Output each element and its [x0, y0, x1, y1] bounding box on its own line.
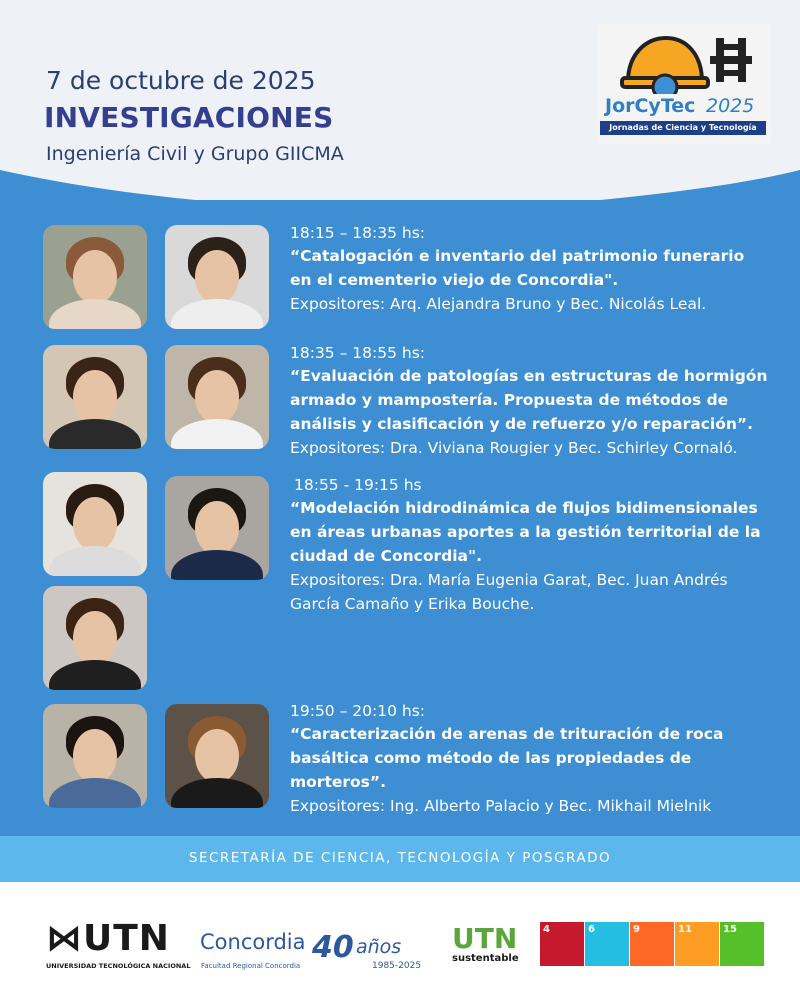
sdg-11-icon: 11 — [675, 922, 719, 966]
talk-title-line: análisis y clasificación y de refuerzo y/o reparación”. — [290, 415, 754, 433]
utn-emblem-icon — [710, 38, 752, 82]
speaker-photo-maria-eugenia-garat — [43, 472, 147, 576]
sdg-9-icon: 9 — [630, 922, 674, 966]
page-title: INVESTIGACIONES — [44, 101, 334, 134]
logo-name: JorCyTec — [605, 95, 696, 117]
talk-item — [290, 342, 790, 460]
speaker-photo-alberto-palacio — [43, 704, 147, 808]
speaker-photo-mikhail-mielnik — [165, 704, 269, 808]
talk-title-line: “Catalogación e inventario del patrimonio funerario — [290, 247, 745, 265]
utn-sustentable-logo: UTN — [452, 922, 518, 955]
utn-logo — [46, 918, 170, 959]
sdg-6-icon: 6 — [585, 922, 629, 966]
talk-title-line: en áreas urbanas aportes a la gestión territorial de la — [290, 523, 761, 541]
speaker-photo-nicolas-leal — [165, 225, 269, 329]
utn-full-name: UNIVERSIDAD TECNOLÓGICA NACIONAL — [46, 962, 191, 970]
talk-time: 18:35 – 18:55 hs: — [290, 344, 425, 362]
talk-title-line: ciudad de Concordia". — [290, 547, 482, 565]
talk-time: 19:50 – 20:10 hs: — [290, 702, 425, 720]
hard-hat-icon — [598, 24, 770, 94]
talk-item — [290, 222, 790, 316]
speaker-photo-viviana-rougier — [43, 345, 147, 449]
talk-title-line: “Evaluación de patologías en estructuras de hormigón — [290, 367, 768, 385]
speaker-photo-erika-bouche — [43, 586, 147, 690]
anniversary-range: 1985-2025 — [372, 961, 422, 971]
talk-time: 18:55 - 19:15 hs — [294, 476, 422, 494]
speaker-photo-schirley-cornalo — [165, 345, 269, 449]
talk-title-line: basáltica como método de las propiedades de — [290, 749, 692, 767]
talk-title-line: armado y mampostería. Propuesta de métodos de — [290, 391, 729, 409]
talk-speakers: Expositores: Dra. Viviana Rougier y Bec. Schirley Cornaló. — [290, 439, 738, 457]
anniversary-number: 40 — [312, 930, 354, 965]
anniversary-word: años — [356, 936, 402, 958]
page-subtitle: Ingeniería Civil y Grupo GIICMA — [46, 143, 344, 165]
event-date: 7 de octubre de 2025 — [46, 66, 316, 95]
utn-wordmark: UTN — [83, 918, 170, 959]
talk-title-line: en el cementerio viejo de Concordia". — [290, 271, 619, 289]
speaker-photo-alejandra-bruno — [43, 225, 147, 329]
talk-speakers: Expositores: Dra. María Eugenia Garat, Bec. Juan Andrés — [290, 571, 728, 589]
logo-tagline: Jornadas de Ciencia y Tecnología — [600, 121, 766, 135]
talk-time: 18:15 – 18:35 hs: — [290, 224, 425, 242]
sdg-4-icon: 4 — [540, 922, 584, 966]
talk-title-line: “Caracterización de arenas de trituración de roca — [290, 725, 724, 743]
utn-sustentable-label: sustentable — [452, 953, 519, 964]
sdg-15-icon: 15 — [720, 922, 764, 966]
utn-emblem-icon: ⋈ — [46, 918, 83, 959]
talk-speakers: Expositores: Arq. Alejandra Bruno y Bec. Nicolás Leal. — [290, 295, 707, 313]
secretaria-label: SECRETARÍA DE CIENCIA, TECNOLOGÍA Y POSGRADO — [188, 850, 612, 866]
talk-speakers: Expositores: Ing. Alberto Palacio y Bec. Mikhail Mielnik — [290, 797, 712, 815]
speaker-photo-juan-andres-garcia-camano — [165, 476, 269, 580]
talk-item — [290, 700, 790, 818]
talk-item — [290, 474, 794, 616]
utn-city: Concordia — [200, 930, 306, 954]
talk-title-line: “Modelación hidrodinámica de flujos bidimensionales — [290, 499, 758, 517]
utn-faculty: Facultad Regional Concordia — [201, 962, 301, 970]
talk-speakers: García Camaño y Erika Bouche. — [290, 595, 535, 613]
talk-title-line: morteros”. — [290, 773, 386, 791]
logo-year: 2025 — [706, 95, 755, 117]
